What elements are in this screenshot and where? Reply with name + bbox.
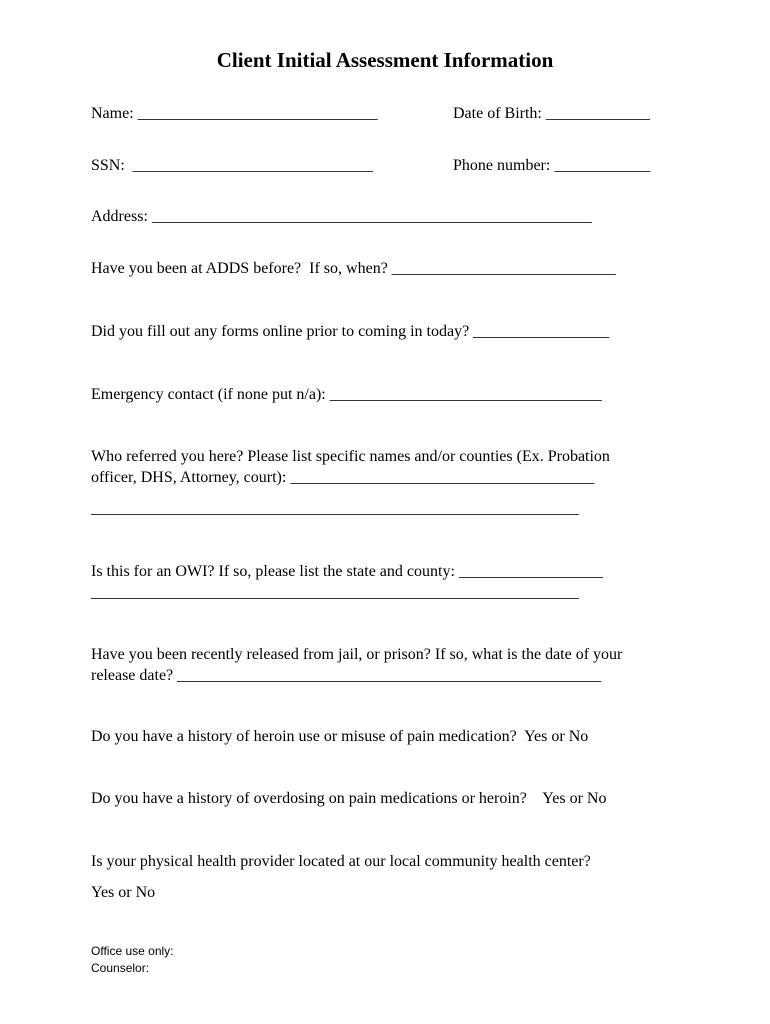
referred-question-line-3[interactable]: _____________________________________________________________ [91, 500, 579, 517]
heroin-history-question[interactable]: Do you have a history of heroin use or misuse of pain medication? Yes or No [91, 728, 589, 745]
address-field[interactable]: Address: _______________________________________________________ [91, 208, 592, 225]
dob-field[interactable]: Date of Birth: _____________ [453, 105, 650, 122]
health-provider-answer[interactable]: Yes or No [91, 884, 156, 901]
referred-question-line-1: Who referred you here? Please list specific names and/or counties (Ex. Probation [91, 448, 610, 465]
health-provider-question: Is your physical health provider located at our local community health center? [91, 853, 591, 870]
emergency-contact-field[interactable]: Emergency contact (if none put n/a): __________________________________ [91, 386, 602, 403]
name-field[interactable]: Name: ______________________________ [91, 105, 378, 122]
overdose-history-question[interactable]: Do you have a history of overdosing on pain medications or heroin? Yes or No [91, 790, 607, 807]
released-question-line-2[interactable]: release date? _____________________________________________________ [91, 667, 602, 684]
released-question-line-1: Have you been recently released from jail, or prison? If so, what is the date of your [91, 646, 623, 663]
ssn-field[interactable]: SSN: ______________________________ [91, 157, 373, 174]
office-use-label: Office use only: [91, 944, 174, 958]
forms-online-question[interactable]: Did you fill out any forms online prior to coming in today? _________________ [91, 323, 610, 340]
phone-field[interactable]: Phone number: ____________ [453, 157, 651, 174]
adds-question[interactable]: Have you been at ADDS before? If so, when? ____________________________ [91, 260, 616, 277]
referred-question-line-2[interactable]: officer, DHS, Attorney, court): ______________________________________ [91, 469, 595, 486]
counselor-label: Counselor: [91, 961, 150, 975]
owi-question-line-1[interactable]: Is this for an OWI? If so, please list the state and county: __________________ [91, 563, 603, 580]
owi-question-line-2[interactable]: _____________________________________________________________ [91, 584, 579, 601]
form-title: Client Initial Assessment Information [216, 48, 554, 72]
